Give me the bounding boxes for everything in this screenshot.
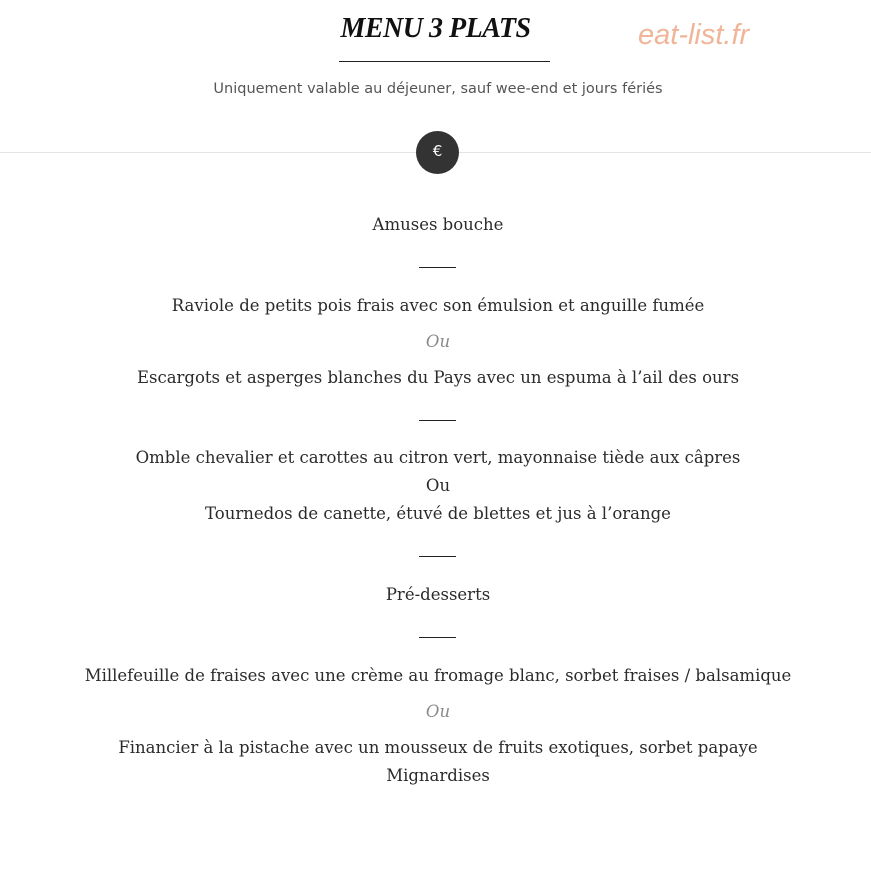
dessert-or: Ou xyxy=(425,702,451,721)
amuse-bouche: Amuses bouche xyxy=(372,215,504,234)
pre-desserts: Pré-desserts xyxy=(385,585,491,604)
menu-subtitle: Uniquement valable au déjeuner, sauf wee-end et jours fériés xyxy=(213,81,663,97)
dessert-option-1: Millefeuille de fraises avec une crème au fromage blanc, sorbet fraises / balsamique xyxy=(84,666,792,685)
course-separator xyxy=(419,556,456,557)
course-separator xyxy=(419,267,456,268)
course-separator xyxy=(419,420,456,421)
main-option-2: Tournedos de canette, étuvé de blettes et jus à l’orange xyxy=(205,504,671,523)
mignardises: Mignardises xyxy=(386,766,490,785)
euro-icon: € xyxy=(416,131,459,174)
main-option-1: Omble chevalier et carottes au citron vert, mayonnaise tiède aux câpres xyxy=(135,448,741,467)
title-underline xyxy=(339,61,550,62)
main-or: Ou xyxy=(425,476,451,495)
dessert-option-2: Financier à la pistache avec un mousseux de fruits exotiques, sorbet papaye xyxy=(118,738,758,757)
starter-or: Ou xyxy=(425,332,451,351)
course-separator xyxy=(419,637,456,638)
menu-title: MENU 3 PLATS xyxy=(340,13,531,44)
watermark-logo: eat-list.fr xyxy=(638,19,750,51)
starter-option-2: Escargots et asperges blanches du Pays avec un espuma à l’ail des ours xyxy=(136,368,740,387)
starter-option-1: Raviole de petits pois frais avec son émulsion et anguille fumée xyxy=(171,296,705,315)
